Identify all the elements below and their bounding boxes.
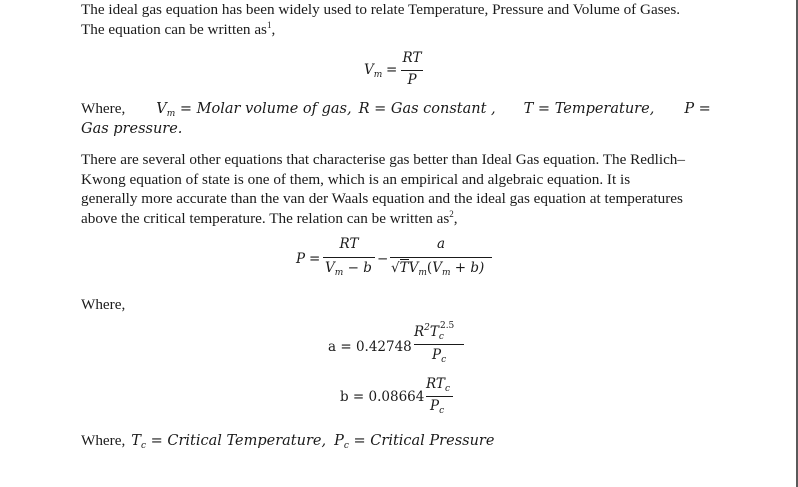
redlich-kwong-equation xyxy=(296,236,506,284)
eq4-lhs: b = 0.08664 xyxy=(340,389,425,405)
eq2-fraction-bar-2 xyxy=(390,257,492,258)
eq4-denominator: $P_c$ xyxy=(430,398,445,416)
eq3-denominator: $P_c$ xyxy=(432,347,447,365)
eq1-lhs: $V_m$ xyxy=(364,62,383,80)
eq4-numerator: $RT_c$ xyxy=(426,376,450,394)
where-definitions-1 xyxy=(81,99,711,139)
para2-line-1: There are several other equations that characterise gas better than Ideal Gas equation. The Redlich– xyxy=(81,151,685,168)
vm-definition: $V_m$ = Molar volume of gas, xyxy=(156,101,352,119)
eq2-lhs: P xyxy=(296,251,306,267)
p-definition-rest: Gas pressure. xyxy=(81,120,183,137)
eq4-fraction-bar xyxy=(426,396,453,397)
eq2-num1: RT xyxy=(339,236,359,252)
eq2-minus: − xyxy=(377,251,389,267)
eq2-den2: $√TV_m(V_m + b)$ xyxy=(391,260,485,278)
eq2-equals: = xyxy=(309,251,321,267)
eq3-numerator: $R^2T_c^{2.5}$ xyxy=(414,321,455,342)
eq3-lhs: a = 0.42748 xyxy=(328,339,412,355)
tc-definition: $T_c$ = Critical Temperature, xyxy=(131,433,327,451)
footnote-ref-2: 2 xyxy=(449,208,454,219)
intro-paragraph xyxy=(81,0,705,39)
where1-label: Where, xyxy=(81,100,126,117)
intro-line-2: The equation can be written $as^1$, xyxy=(81,19,276,38)
eq2-num2: a xyxy=(436,236,446,252)
intro-line-1: The ideal gas equation has been widely used to relate Temperature, Pressure and Volume of Gases. xyxy=(81,1,681,18)
t-definition: T = Temperature, xyxy=(523,101,655,117)
eq1-denominator: P xyxy=(407,72,417,88)
ideal-gas-equation xyxy=(360,50,440,90)
para2-line-2: Kwong equation of state is one of them, which is an empirical and algebraic equation. It is xyxy=(81,170,631,188)
eq1-equals: = xyxy=(386,62,398,78)
r-definition: R = Gas constant , xyxy=(358,101,496,117)
b-coefficient-equation xyxy=(340,376,470,422)
sqrt-symbol: √ xyxy=(391,260,400,276)
footnote-ref-1: 1 xyxy=(266,19,272,30)
eq1-fraction-bar xyxy=(401,70,423,71)
para2-line-4: above the critical temperature. The relation can be written $as^2$, xyxy=(81,208,458,227)
pc-definition: $P_c$ = Critical Pressure xyxy=(334,433,495,451)
where-label-2: Where, xyxy=(81,296,126,313)
eq1-numerator: RT xyxy=(402,50,422,66)
eq3-fraction-bar xyxy=(414,344,464,345)
p-definition-start: P = xyxy=(684,101,711,117)
para2-line-3: generally more accurate than the van der Waals equation and the ideal gas equation at temperatures xyxy=(81,190,683,207)
where-definitions-3 xyxy=(81,431,705,452)
eq2-fraction-bar-1 xyxy=(323,257,375,258)
a-coefficient-equation xyxy=(328,322,478,370)
eq2-den1: $V_m - b$ xyxy=(325,260,372,278)
redlich-kwong-paragraph xyxy=(81,150,705,228)
where3-label: Where, xyxy=(81,432,126,449)
where1-line-1 xyxy=(81,99,711,120)
